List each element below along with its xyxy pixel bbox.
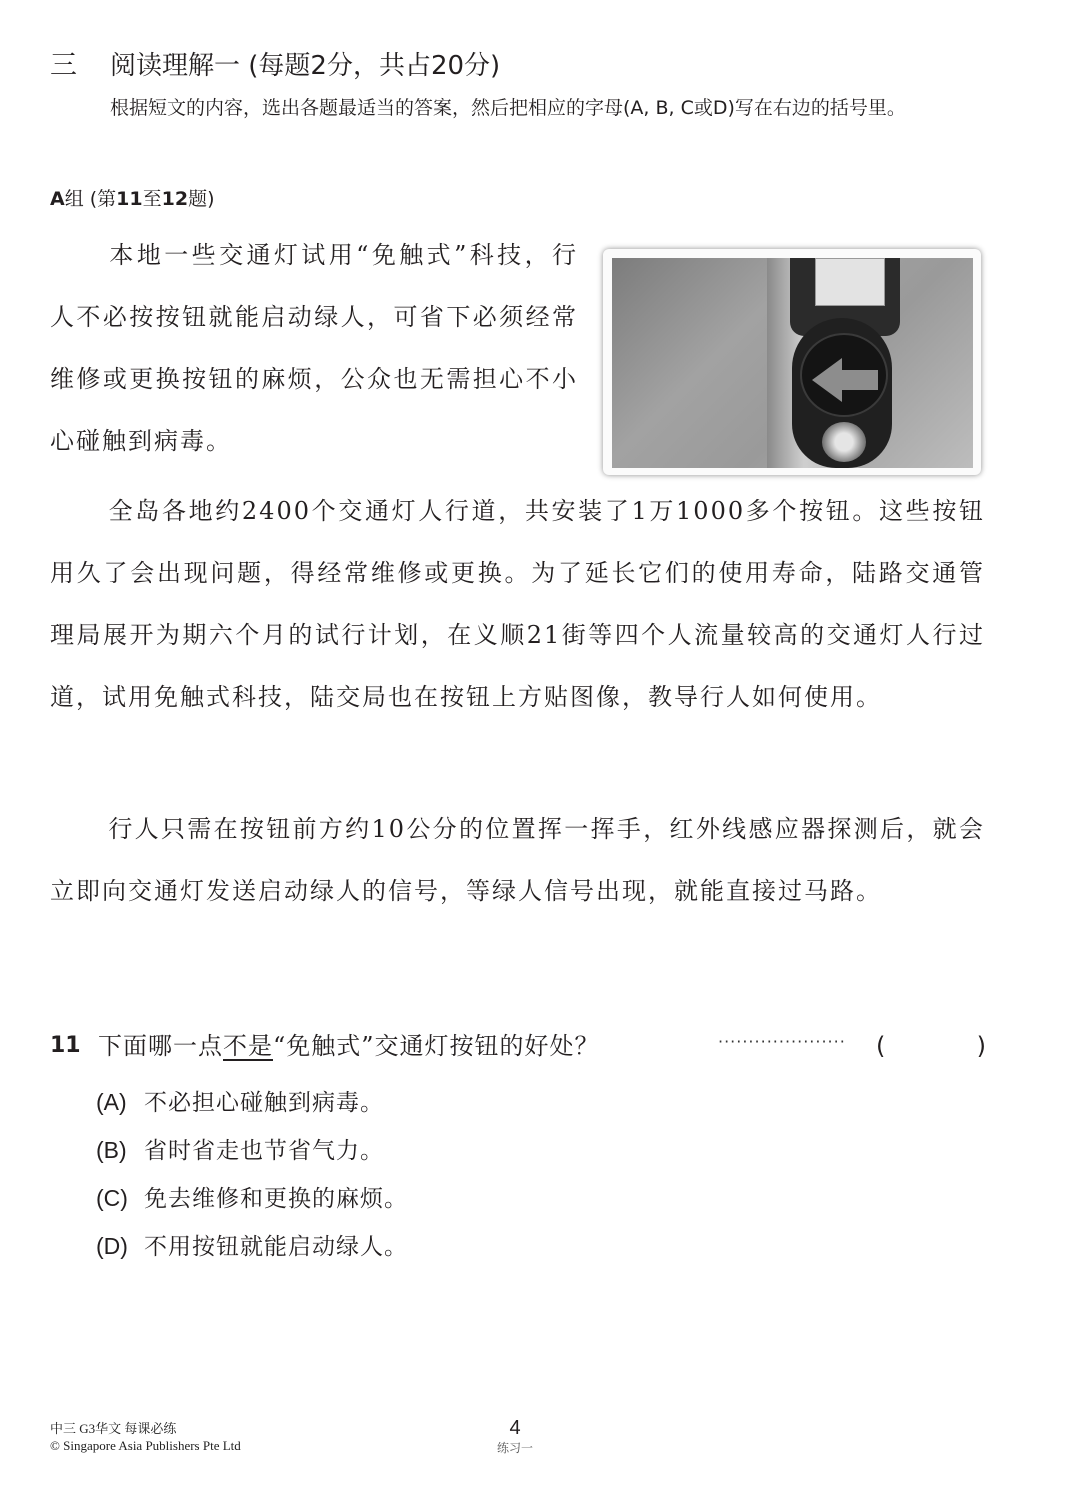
option-label: (A) (96, 1089, 127, 1115)
question-11 (50, 1024, 985, 1068)
group-label (50, 184, 215, 214)
option-label: (D) (96, 1233, 128, 1259)
page-number: 4 (509, 1417, 521, 1439)
question-emphasis: 不是 (223, 1032, 273, 1060)
group-letter: A (50, 188, 65, 210)
option-label: (C) (96, 1185, 128, 1211)
footer-left (50, 1420, 241, 1454)
group-to: 12 (161, 188, 189, 210)
leader-dots: ····················· (718, 1032, 846, 1051)
option-c (96, 1174, 408, 1222)
bracket-open: ( (876, 1032, 886, 1060)
exercise-label: 练习一 (496, 1441, 533, 1455)
group-label-text: 组 (第 (64, 188, 117, 210)
footer-center (490, 1416, 540, 1456)
option-d (96, 1222, 408, 1270)
answer-options (96, 1078, 408, 1270)
question-text-before: 下面哪一点 (98, 1032, 223, 1060)
option-label: (B) (96, 1137, 127, 1163)
book-title: 中三 G3华文 每课必练 (50, 1421, 177, 1436)
instructions: 根据短文的内容，选出各题最适当的答案，然后把相应的字母(A, B, C或D)写在右边的括号里。 (110, 97, 906, 119)
instruction-sticker (815, 258, 885, 306)
bracket-close: ) (976, 1032, 986, 1060)
option-b (96, 1126, 408, 1174)
copyright: © Singapore Asia Publishers Pte Ltd (50, 1438, 241, 1453)
passage-paragraph-2 (50, 480, 985, 728)
paragraph-text: 行人只需在按钮前方约10公分的位置挥一挥手，红外线感应器探测后，就会立即向交通灯发送启动绿人的信号，等绿人信号出现，就能直接过马路。 (50, 815, 985, 905)
option-text: 不用按钮就能启动绿人。 (144, 1234, 408, 1260)
passage-paragraph-1 (50, 224, 578, 472)
passage-photo (603, 249, 981, 475)
option-a (96, 1078, 408, 1126)
answer-blank[interactable] (876, 1024, 986, 1068)
passage-paragraph-3 (50, 798, 985, 922)
paragraph-text: 全岛各地约2400个交通灯人行道，共安装了1万1000多个按钮。这些按钮用久了会出现问题，得经常维修或更换。为了延长它们的使用寿命，陆路交通管理局展开为期六个月的试行计划，在义顺21街等四个人流量较高的交通灯人行过道，试用免触式科技，陆交局也在按钮上方贴图像，教导行人如何使用。 (50, 497, 985, 711)
traffic-light-button-image (612, 258, 973, 468)
option-text: 免去维修和更换的麻烦。 (144, 1186, 408, 1212)
section-number: 三 (50, 50, 77, 81)
option-text: 不必担心碰触到病毒。 (144, 1090, 384, 1116)
hand-wave-icon (822, 422, 866, 462)
group-label-end: 题) (188, 188, 215, 210)
group-to-word: 至 (142, 188, 162, 210)
question-text (98, 1024, 600, 1068)
paragraph-text: 本地一些交通灯试用“免触式”科技，行人不必按按钮就能启动绿人，可省下必须经常维修或更换按钮的麻烦，公众也无需担心不小心碰触到病毒。 (50, 241, 578, 455)
question-number: 11 (50, 1033, 81, 1058)
question-text-after: “免触式”交通灯按钮的好处？ (273, 1032, 600, 1060)
section-title: 阅读理解一 (每题2分，共占20分) (110, 51, 501, 81)
group-from: 11 (116, 188, 143, 210)
option-text: 省时省走也节省气力。 (144, 1138, 384, 1164)
